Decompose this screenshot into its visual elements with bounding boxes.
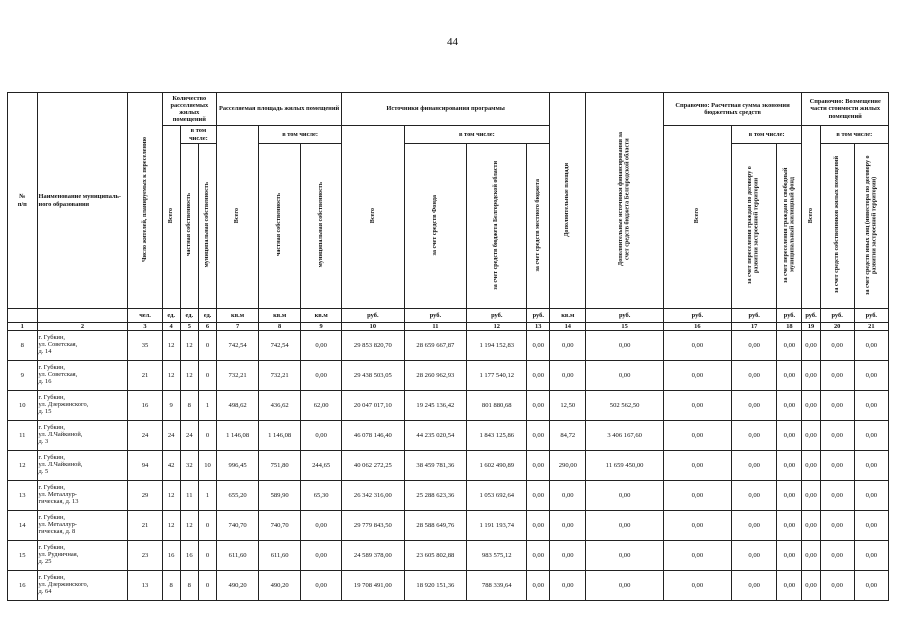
table-cell: 0,00: [731, 481, 776, 511]
column-number-cell: 13: [527, 323, 550, 331]
header-savings-in-total: в том числе:: [731, 126, 801, 144]
table-cell: 0,00: [550, 481, 586, 511]
table-cell: 11 659 450,00: [586, 451, 663, 481]
table-cell: 611,60: [217, 541, 259, 571]
table-cell: 16: [180, 541, 198, 571]
table-cell: 0,00: [663, 511, 731, 541]
column-number-cell: 6: [198, 323, 216, 331]
table-cell: 26 342 316,00: [342, 481, 405, 511]
table-cell: 0,00: [550, 571, 586, 601]
header-rooms-total: Всего: [162, 126, 180, 309]
table-cell: 0,00: [802, 451, 820, 481]
table-cell: 0,00: [550, 331, 586, 361]
table-cell: 742,54: [259, 331, 301, 361]
header-additional-sources: Дополнительные источники финансирования за счет средств бюджета Белгородской области: [586, 93, 663, 309]
table-cell: 28 588 649,76: [404, 511, 467, 541]
municipality-cell: г. Губкин, ул. Советская, д. 14: [37, 331, 128, 361]
table-cell: 40 062 272,25: [342, 451, 405, 481]
table-cell: 0,00: [527, 481, 550, 511]
resettlement-table: [7, 92, 889, 601]
column-number-cell: 16: [663, 323, 731, 331]
table-cell: 9: [162, 391, 180, 421]
table-cell: 0,00: [731, 331, 776, 361]
units-row: [8, 309, 889, 323]
table-cell: 28 260 962,93: [404, 361, 467, 391]
table-cell: 1: [198, 391, 216, 421]
table-cell: 14: [8, 511, 38, 541]
header-finance-total: Всего: [342, 126, 405, 309]
table-cell: 23 605 802,88: [404, 541, 467, 571]
table-cell: 1 146,08: [217, 421, 259, 451]
header-resettle-free: за счет переселения граждан в свободный муниципальный жилищный фонд: [777, 144, 802, 309]
table-cell: 0,00: [527, 361, 550, 391]
table-cell: 0: [198, 511, 216, 541]
table-cell: 8: [8, 331, 38, 361]
table-cell: 0,00: [854, 331, 888, 361]
unit-cell: кв.м: [217, 309, 259, 323]
table-cell: 0,00: [820, 421, 854, 451]
table-row: [8, 451, 889, 481]
table-cell: 12: [162, 361, 180, 391]
municipality-cell: г. Губкин, ул. Металлур- гическая, д. 8: [37, 511, 128, 541]
column-number-cell: 1: [8, 323, 38, 331]
table-cell: 94: [128, 451, 162, 481]
table-cell: 32: [180, 451, 198, 481]
table-cell: 0,00: [301, 571, 342, 601]
table-cell: 1 843 125,86: [467, 421, 527, 451]
header-finance-in-total: в том числе:: [404, 126, 550, 144]
table-cell: 12: [180, 361, 198, 391]
table-cell: 19 245 136,42: [404, 391, 467, 421]
table-cell: 12: [162, 481, 180, 511]
table-cell: 0,00: [802, 421, 820, 451]
table-cell: 0,00: [527, 541, 550, 571]
table-cell: 0,00: [527, 451, 550, 481]
table-cell: 751,80: [259, 451, 301, 481]
municipality-cell: г. Губкин, ул. Рудничная, д. 25: [37, 541, 128, 571]
unit-cell: руб.: [467, 309, 527, 323]
table-cell: 24: [180, 421, 198, 451]
table-cell: 801 880,68: [467, 391, 527, 421]
table-cell: 19 708 491,00: [342, 571, 405, 601]
table-cell: 1 053 692,64: [467, 481, 527, 511]
table-cell: 244,65: [301, 451, 342, 481]
unit-cell: руб.: [527, 309, 550, 323]
table-cell: 0,00: [777, 451, 802, 481]
table-cell: 0,00: [301, 541, 342, 571]
column-number-cell: 9: [301, 323, 342, 331]
table-cell: 1 146,08: [259, 421, 301, 451]
table-cell: 0,00: [854, 541, 888, 571]
table-cell: 11: [8, 421, 38, 451]
table-cell: 0,00: [527, 421, 550, 451]
column-number-cell: 11: [404, 323, 467, 331]
table-cell: 38 459 781,36: [404, 451, 467, 481]
table-cell: 0,00: [586, 481, 663, 511]
table-cell: 62,00: [301, 391, 342, 421]
table-cell: 0,00: [663, 571, 731, 601]
municipality-cell: г. Губкин, ул. Советская, д. 16: [37, 361, 128, 391]
table-cell: 0,00: [820, 361, 854, 391]
table-cell: 24: [128, 421, 162, 451]
table-cell: 21: [128, 511, 162, 541]
table-cell: 24 589 378,00: [342, 541, 405, 571]
table-cell: 18 920 151,36: [404, 571, 467, 601]
table-cell: 0,00: [663, 421, 731, 451]
table-row: [8, 481, 889, 511]
table-cell: 0,00: [301, 511, 342, 541]
table-cell: 0,00: [777, 331, 802, 361]
table-cell: 0,00: [586, 541, 663, 571]
table-cell: 436,62: [259, 391, 301, 421]
header-fund: за счет средств Фонда: [404, 144, 467, 309]
table-cell: 0,00: [802, 361, 820, 391]
table-cell: 0,00: [854, 511, 888, 541]
table-cell: 0,00: [663, 451, 731, 481]
table-cell: 0,00: [777, 481, 802, 511]
table-cell: 0,00: [777, 391, 802, 421]
table-cell: 0,00: [854, 481, 888, 511]
table-cell: 15: [8, 541, 38, 571]
table-cell: 10: [198, 451, 216, 481]
column-number-cell: 4: [162, 323, 180, 331]
table-cell: 0,00: [854, 391, 888, 421]
table-cell: 0,00: [820, 571, 854, 601]
municipality-cell: г. Губкин, ул. Л.Чайкиной, д. 5: [37, 451, 128, 481]
table-cell: 0,00: [731, 571, 776, 601]
column-number-cell: 7: [217, 323, 259, 331]
table-cell: 12: [8, 451, 38, 481]
table-cell: 290,00: [550, 451, 586, 481]
table-cell: 29 853 820,70: [342, 331, 405, 361]
table-cell: 29 438 503,05: [342, 361, 405, 391]
table-cell: 1: [198, 481, 216, 511]
table-cell: 12,50: [550, 391, 586, 421]
table-cell: 8: [180, 571, 198, 601]
table-cell: 0: [198, 361, 216, 391]
table-cell: 0,00: [663, 331, 731, 361]
table-cell: 498,62: [217, 391, 259, 421]
table-cell: 8: [162, 571, 180, 601]
table-cell: 0,00: [731, 451, 776, 481]
table-cell: 12: [162, 331, 180, 361]
table-row: [8, 331, 889, 361]
table-cell: 0: [198, 541, 216, 571]
table-cell: 490,20: [217, 571, 259, 601]
unit-cell: руб.: [854, 309, 888, 323]
table-cell: 0,00: [731, 511, 776, 541]
table-cell: 21: [128, 361, 162, 391]
table-cell: 13: [8, 481, 38, 511]
table-cell: 0: [198, 421, 216, 451]
table-cell: 9: [8, 361, 38, 391]
table-cell: 0,00: [550, 361, 586, 391]
table-cell: 11: [180, 481, 198, 511]
table-cell: 0,00: [586, 571, 663, 601]
header-num: № п/п: [8, 93, 38, 309]
table-cell: 0,00: [820, 481, 854, 511]
table-cell: 0,00: [820, 391, 854, 421]
table-cell: 0,00: [550, 511, 586, 541]
table-cell: 0,00: [802, 331, 820, 361]
table-cell: 0,00: [586, 361, 663, 391]
table-cell: 732,21: [217, 361, 259, 391]
header-area-total: Всего: [217, 126, 259, 309]
table-cell: 29 779 843,50: [342, 511, 405, 541]
table-cell: 788 339,64: [467, 571, 527, 601]
header-reimb-in-total: в том числе:: [820, 126, 888, 144]
table-cell: 0,00: [663, 541, 731, 571]
unit-cell: ед.: [198, 309, 216, 323]
header-savings-group: Справочно: Расчетная сумма экономии бюджетных средств: [663, 93, 802, 126]
header-area-group: Расселяемая площадь жилых помещений: [217, 93, 342, 126]
header-rooms-group: Количество расселяемых жилых помещений: [162, 93, 217, 126]
municipality-cell: г. Губкин, ул. Дзержинского, д. 15: [37, 391, 128, 421]
table-cell: 28 659 667,87: [404, 331, 467, 361]
table-cell: 20 047 017,10: [342, 391, 405, 421]
header-reimb-group: Справочно: Возмещение части стоимости жилых помещений: [802, 93, 889, 126]
table-cell: 740,70: [259, 511, 301, 541]
unit-cell: чел.: [128, 309, 162, 323]
municipality-cell: г. Губкин, ул. Дзержинского, д. 64: [37, 571, 128, 601]
table-cell: 46 078 146,40: [342, 421, 405, 451]
table-cell: 1 177 540,12: [467, 361, 527, 391]
table-cell: 0,00: [777, 361, 802, 391]
table-cell: 35: [128, 331, 162, 361]
unit-cell: руб.: [820, 309, 854, 323]
table-cell: 996,45: [217, 451, 259, 481]
table-cell: 0,00: [820, 331, 854, 361]
table-cell: 0,00: [802, 511, 820, 541]
table-cell: 740,70: [217, 511, 259, 541]
table-cell: 732,21: [259, 361, 301, 391]
table-cell: 10: [8, 391, 38, 421]
header-rooms-private: частная собственность: [180, 144, 198, 309]
table-cell: 0,00: [820, 541, 854, 571]
header-owners: за счет средств собственников жилых помещений: [820, 144, 854, 309]
column-number-cell: 12: [467, 323, 527, 331]
table-cell: 12: [162, 511, 180, 541]
table-cell: 589,90: [259, 481, 301, 511]
table-cell: 0,00: [527, 571, 550, 601]
table-cell: 1 602 490,89: [467, 451, 527, 481]
table-cell: 84,72: [550, 421, 586, 451]
table-cell: 13: [128, 571, 162, 601]
unit-cell: кв.м: [301, 309, 342, 323]
table-cell: 0,00: [550, 541, 586, 571]
header-others: за счет средств иных лиц (инвестора по договору о развитии застроенной территории): [854, 144, 888, 309]
column-number-cell: 20: [820, 323, 854, 331]
table-row: [8, 391, 889, 421]
table-cell: 0,00: [731, 421, 776, 451]
column-number-cell: 17: [731, 323, 776, 331]
header-municipality: Наименование муниципаль-ного образования: [37, 93, 128, 309]
unit-cell: ед.: [162, 309, 180, 323]
table-cell: 12: [180, 331, 198, 361]
table-cell: 0,00: [777, 541, 802, 571]
table-cell: 44 235 020,54: [404, 421, 467, 451]
table-cell: 0,00: [854, 571, 888, 601]
table-cell: 0,00: [777, 421, 802, 451]
table-row: [8, 421, 889, 451]
table-cell: 0,00: [820, 451, 854, 481]
table-cell: 742,54: [217, 331, 259, 361]
table-cell: 8: [180, 391, 198, 421]
table-cell: 0,00: [731, 541, 776, 571]
unit-cell: руб.: [663, 309, 731, 323]
table-cell: 0,00: [854, 421, 888, 451]
header-region-budget: за счет средств бюджета Белгородской области: [467, 144, 527, 309]
table-cell: 24: [162, 421, 180, 451]
column-number-cell: 18: [777, 323, 802, 331]
table-row: [8, 361, 889, 391]
column-number-cell: 2: [37, 323, 128, 331]
table-cell: 0,00: [777, 511, 802, 541]
municipality-cell: г. Губкин, ул. Металлур- гическая, д. 13: [37, 481, 128, 511]
table-cell: 1 194 152,83: [467, 331, 527, 361]
header-area-in-total: в том числе:: [259, 126, 342, 144]
column-number-cell: 14: [550, 323, 586, 331]
unit-cell: кв.м: [550, 309, 586, 323]
table-cell: 0,00: [820, 511, 854, 541]
table-cell: 0,00: [854, 361, 888, 391]
table-cell: 29: [128, 481, 162, 511]
table-cell: 0,00: [854, 451, 888, 481]
table-cell: 0,00: [301, 361, 342, 391]
table-cell: 0,00: [731, 361, 776, 391]
header-local-budget: за счет средств местного бюджета: [527, 144, 550, 309]
table-cell: 23: [128, 541, 162, 571]
table-cell: 0,00: [301, 421, 342, 451]
header-area-municipal: муниципальная собственность: [301, 144, 342, 309]
table-cell: 0: [198, 571, 216, 601]
table-cell: 0,00: [802, 571, 820, 601]
column-number-cell: 10: [342, 323, 405, 331]
unit-cell: руб.: [342, 309, 405, 323]
column-number-cell: 5: [180, 323, 198, 331]
unit-cell: кв.м: [259, 309, 301, 323]
table-row: [8, 541, 889, 571]
unit-cell: руб.: [586, 309, 663, 323]
table-cell: 0,00: [586, 511, 663, 541]
table-cell: 42: [162, 451, 180, 481]
table-cell: 0,00: [663, 391, 731, 421]
table-cell: 502 562,50: [586, 391, 663, 421]
table-cell: 0,00: [527, 331, 550, 361]
header-resettle-dev: за счет переселения граждан по договору о развитии застроенной территории: [731, 144, 776, 309]
table-cell: 983 575,12: [467, 541, 527, 571]
table-cell: 0,00: [663, 481, 731, 511]
header-finance-group: Источники финансирования программы: [342, 93, 550, 126]
header-area-private: частная собственность: [259, 144, 301, 309]
table-row: [8, 571, 889, 601]
table-cell: 0,00: [527, 511, 550, 541]
column-number-cell: 3: [128, 323, 162, 331]
table-cell: 65,30: [301, 481, 342, 511]
table-row: [8, 511, 889, 541]
column-number-cell: 21: [854, 323, 888, 331]
header-residents: Число жителей, планируемых к переселению: [128, 93, 162, 309]
table-cell: 0,00: [802, 391, 820, 421]
header-additional-area: Дополнительные площади: [550, 93, 586, 309]
table-cell: 0,00: [301, 331, 342, 361]
table-cell: 0,00: [802, 481, 820, 511]
table-cell: 1 191 193,74: [467, 511, 527, 541]
table-cell: 16: [8, 571, 38, 601]
column-number-cell: 15: [586, 323, 663, 331]
unit-cell: руб.: [777, 309, 802, 323]
table-cell: 0: [198, 331, 216, 361]
page-number: 44: [447, 36, 458, 48]
header-savings-total: Всего: [663, 126, 731, 309]
table-cell: 0,00: [527, 391, 550, 421]
table-cell: 25 288 623,36: [404, 481, 467, 511]
unit-cell: руб.: [731, 309, 776, 323]
header-reimb-total: Всего: [802, 126, 820, 309]
table-cell: 0,00: [586, 331, 663, 361]
unit-cell: руб.: [802, 309, 820, 323]
table-cell: 0,00: [802, 541, 820, 571]
header-rooms-in-total: в том числе:: [180, 126, 216, 144]
column-number-cell: 19: [802, 323, 820, 331]
table-cell: 611,60: [259, 541, 301, 571]
header-rooms-municipal: муниципальная собственность: [198, 144, 216, 309]
column-numbers-row: [8, 323, 889, 331]
table-cell: 0,00: [731, 391, 776, 421]
table-cell: 0,00: [663, 361, 731, 391]
table-cell: 0,00: [777, 571, 802, 601]
table-cell: 16: [128, 391, 162, 421]
unit-cell: ед.: [180, 309, 198, 323]
table-cell: 16: [162, 541, 180, 571]
column-number-cell: 8: [259, 323, 301, 331]
unit-cell: руб.: [404, 309, 467, 323]
table-cell: 490,20: [259, 571, 301, 601]
municipality-cell: г. Губкин, ул. Л.Чайкиной, д. 3: [37, 421, 128, 451]
table-cell: 3 406 167,60: [586, 421, 663, 451]
table-cell: 655,20: [217, 481, 259, 511]
table-cell: 12: [180, 511, 198, 541]
